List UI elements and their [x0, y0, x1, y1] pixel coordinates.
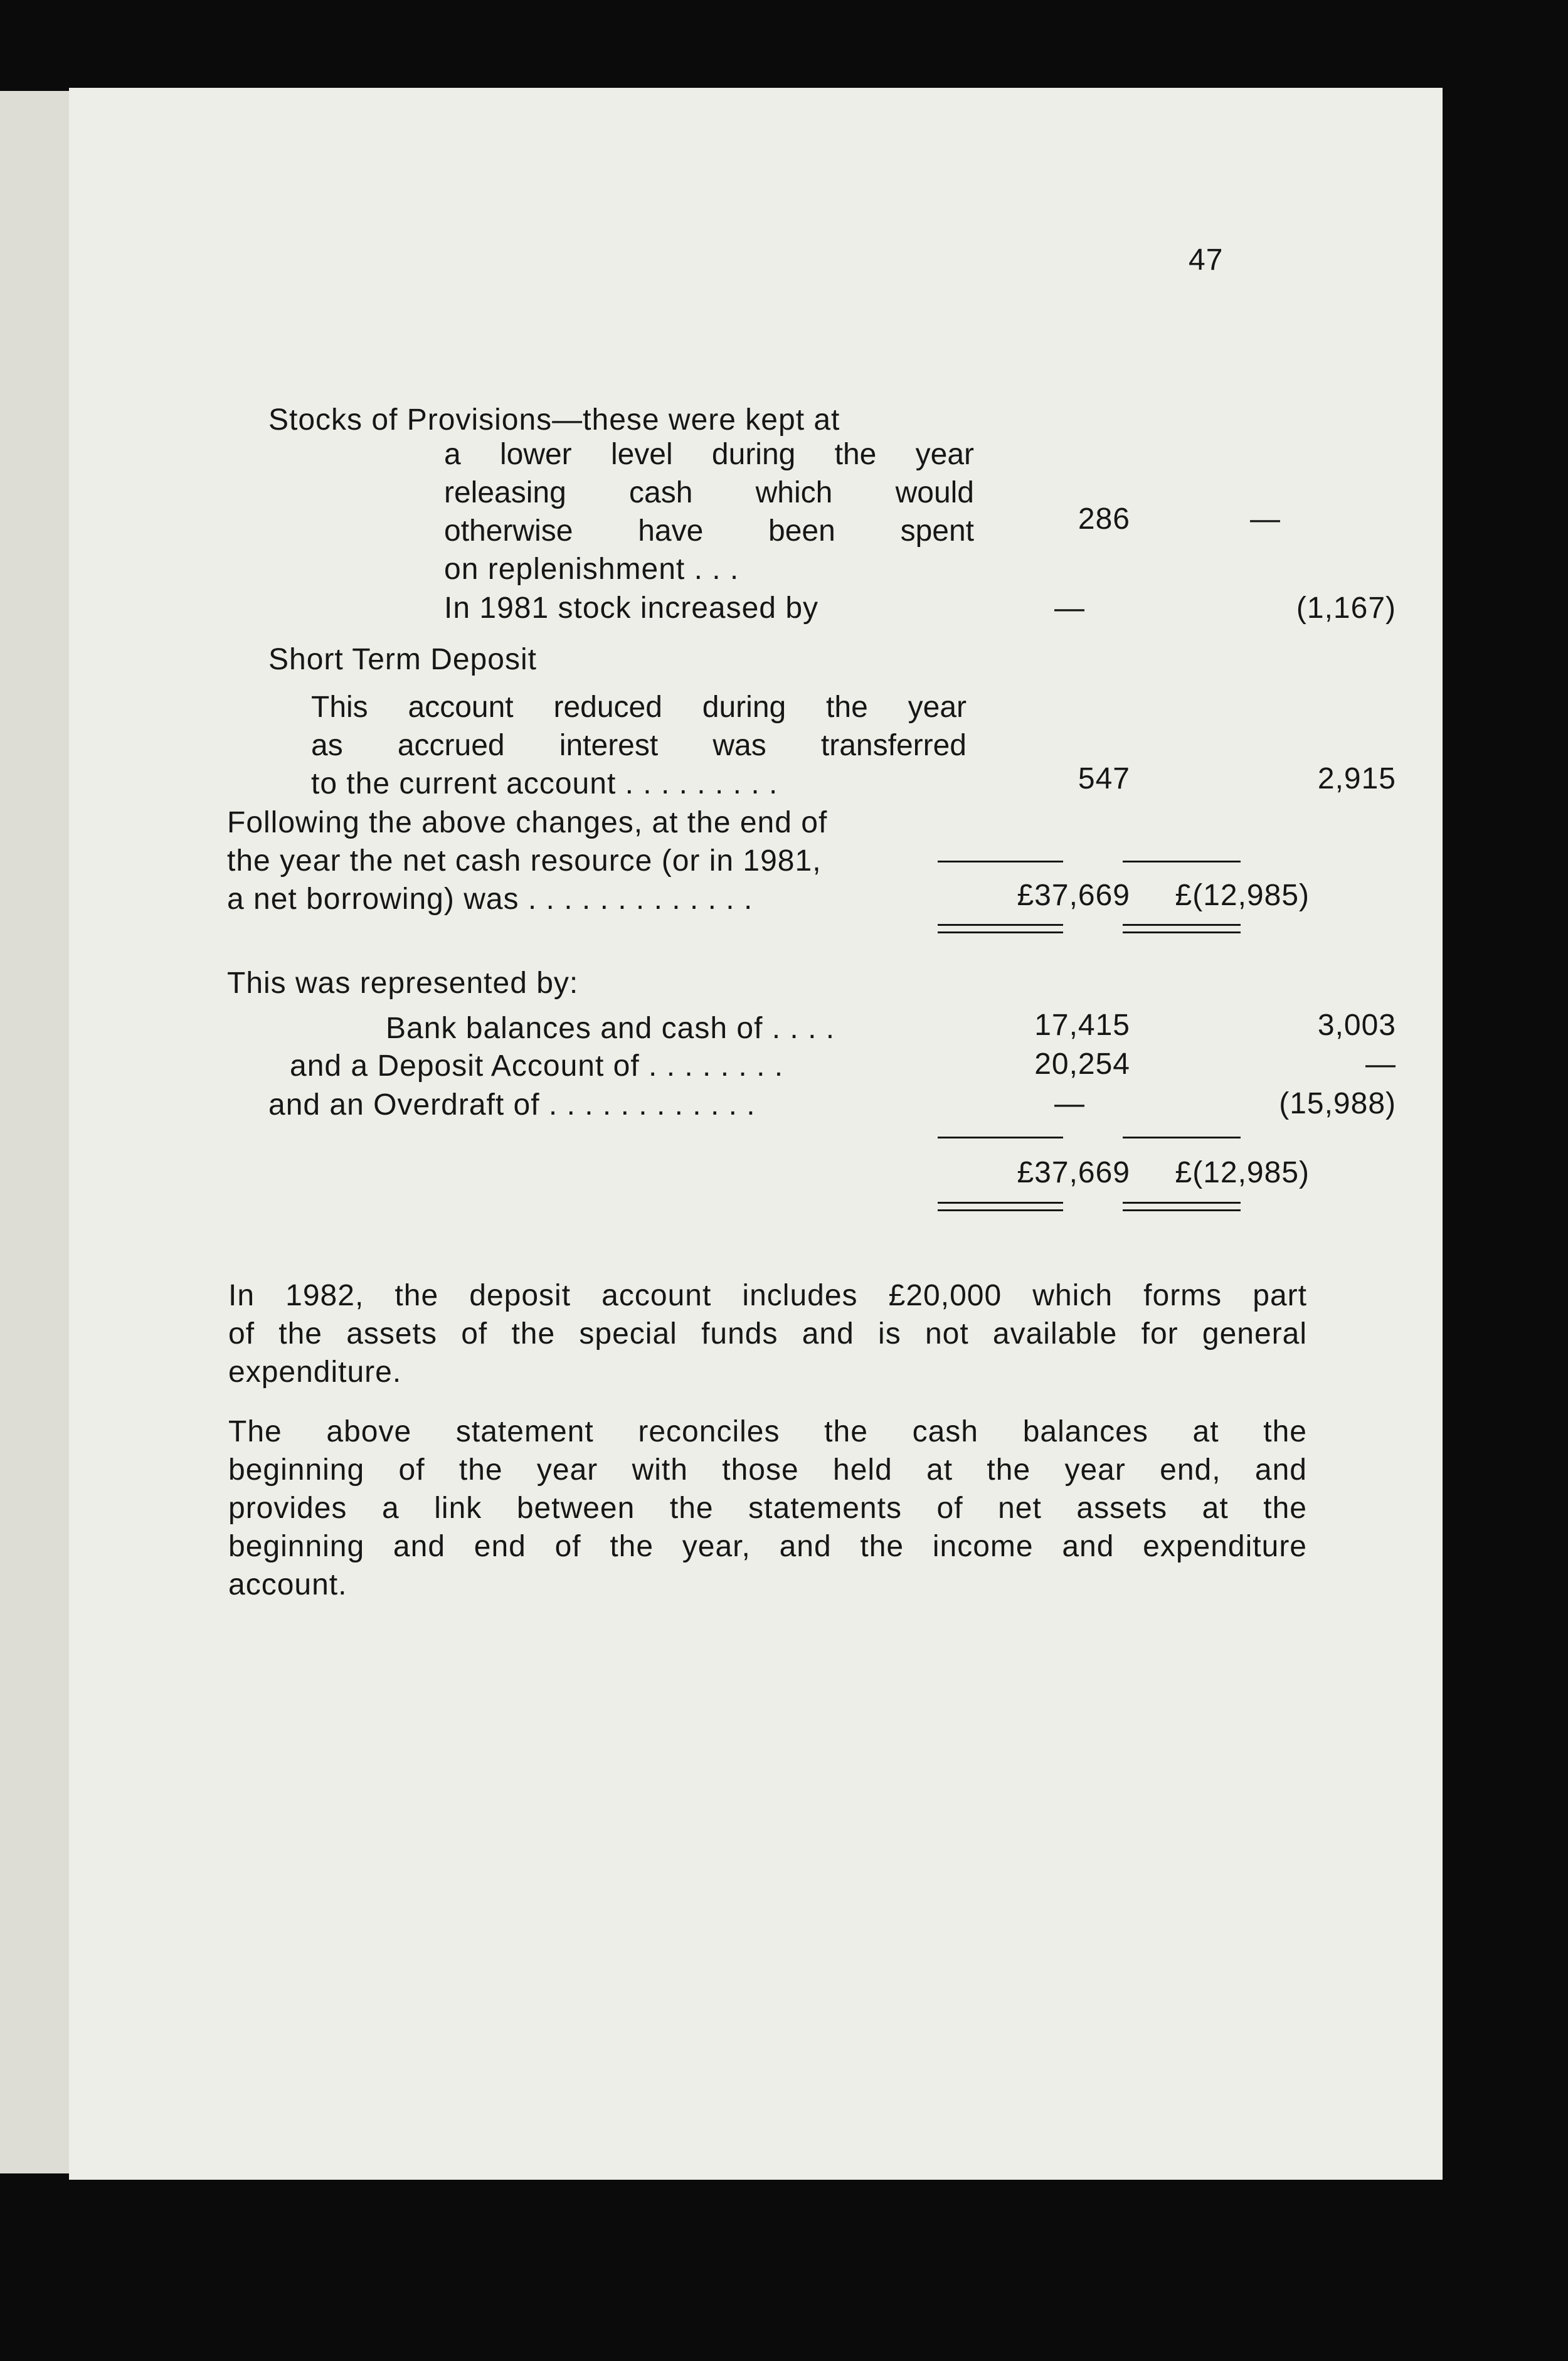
- stock-increase-prior: (1,167): [1296, 592, 1396, 625]
- represented-total-prior: £(12,985): [1175, 1156, 1310, 1189]
- provisions-line: releasing cash which would: [444, 476, 974, 509]
- double-rule: [1123, 1202, 1241, 1204]
- subtotal-rule: [1123, 861, 1241, 862]
- note-line: account.: [228, 1568, 347, 1601]
- provisions-line: otherwise have been spent: [444, 514, 974, 548]
- note-line: expenditure.: [228, 1356, 402, 1389]
- represented-row-prior: —: [1365, 1048, 1396, 1081]
- provisions-line: on replenishment . . .: [444, 553, 739, 586]
- following-line: a net borrowing) was . . . . . . . . . . . . .: [227, 883, 753, 916]
- net-cash-current: £37,669: [1017, 879, 1130, 912]
- following-line: the year the net cash resource (or in 1981,: [227, 844, 822, 878]
- double-rule: [1123, 1209, 1241, 1211]
- deposit-value-current: 547: [1078, 762, 1130, 795]
- represented-row-prior: 3,003: [1317, 1009, 1396, 1042]
- page-number: 47: [1189, 243, 1224, 277]
- following-line: Following the above changes, at the end of: [227, 806, 828, 839]
- double-rule: [938, 1202, 1063, 1204]
- double-rule: [938, 931, 1063, 933]
- provisions-value-current: 286: [1078, 502, 1130, 536]
- subtotal-rule: [938, 861, 1063, 862]
- note-line: beginning of the year with those held at the year end, and: [228, 1453, 1307, 1487]
- stock-increase-current: —: [1054, 592, 1085, 625]
- subtotal-rule: [1123, 1137, 1241, 1138]
- represented-row-label: and an Overdraft of . . . . . . . . . . . .: [268, 1088, 756, 1122]
- represented-row-current: 20,254: [1034, 1048, 1130, 1081]
- note-line: beginning and end of the year, and the income and expenditure: [228, 1530, 1307, 1563]
- note-line: In 1982, the deposit account includes £20,000 which forms part: [228, 1279, 1307, 1312]
- note-line: of the assets of the special funds and is not available for general: [228, 1317, 1307, 1350]
- double-rule: [938, 1209, 1063, 1211]
- represented-row-prior: (15,988): [1279, 1087, 1396, 1120]
- note-paragraph-1: [228, 1276, 1307, 1391]
- document-page: [69, 88, 1443, 2180]
- subtotal-rule: [938, 1137, 1063, 1138]
- represented-row-current: —: [1054, 1087, 1085, 1120]
- represented-row-label: Bank balances and cash of . . . .: [386, 1012, 835, 1045]
- deposit-line: This account reduced during the year: [311, 691, 967, 724]
- represented-heading: This was represented by:: [227, 967, 579, 1000]
- net-cash-prior: £(12,985): [1175, 879, 1310, 912]
- provisions-line: a lower level during the year: [444, 438, 974, 471]
- provisions-heading: Stocks of Provisions—these were kept at: [268, 403, 840, 437]
- deposit-line: to the current account . . . . . . . . .: [311, 767, 778, 800]
- represented-row-current: 17,415: [1034, 1009, 1130, 1042]
- represented-total-current: £37,669: [1017, 1156, 1130, 1189]
- provisions-value-prior: —: [1250, 502, 1281, 536]
- note-line: provides a link between the statements of net assets at the: [228, 1492, 1307, 1525]
- deposit-line: as accrued interest was transferred: [311, 729, 967, 762]
- double-rule: [1123, 931, 1241, 933]
- represented-row-label: and a Deposit Account of . . . . . . . .: [290, 1049, 784, 1083]
- deposit-heading: Short Term Deposit: [268, 643, 537, 676]
- note-paragraph-2: [228, 1413, 1307, 1604]
- double-rule: [938, 924, 1063, 926]
- facing-page-edge: [0, 91, 72, 2173]
- deposit-value-prior: 2,915: [1317, 762, 1396, 795]
- stock-increase-label: In 1981 stock increased by: [444, 592, 819, 625]
- note-line: The above statement reconciles the cash balances at the: [228, 1415, 1307, 1448]
- double-rule: [1123, 924, 1241, 926]
